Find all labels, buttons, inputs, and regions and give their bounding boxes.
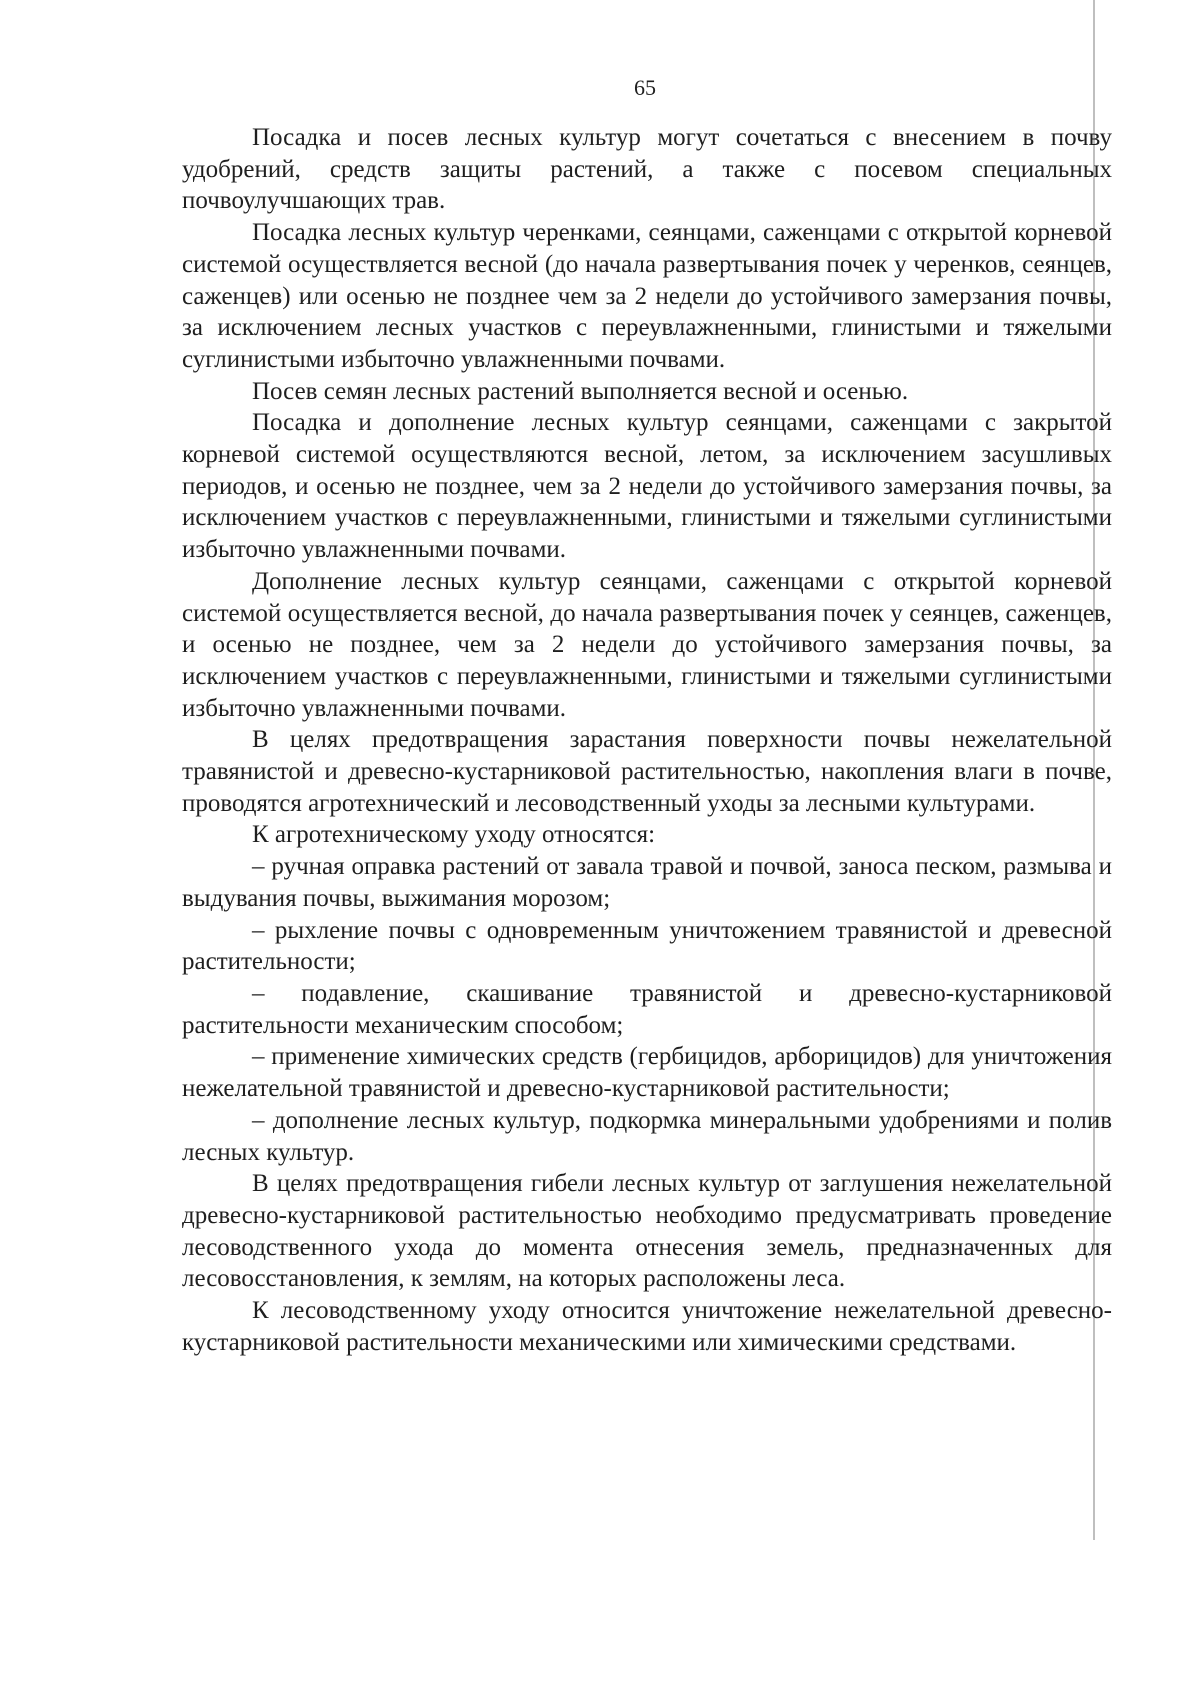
paragraph-silvicultural-care-definition: К лесоводственному уходу относится уничтожение нежелательной древесно-кустарниковой растительности механическими или химическими средствами. [182, 1297, 1112, 1356]
paragraph-seed-sowing: Посев семян лесных растений выполняется весной и осенью. [252, 377, 909, 405]
paragraph-open-root-planting: Посадка лесных культур черенками, сеянцами, саженцами с открытой корневой системой осуществляется весной (до начала развертывания почек у черенков, сеянцев, саженцев) или осенью не позднее чем за 2 недели до устойчивого замерзания почвы, за исключением лесных участков с переувлажненными, глинистыми и тяжелыми суглинистыми избыточно увлажненными почвами. [182, 219, 1112, 373]
document-body [182, 122, 1112, 1358]
list-item-manual-straightening: – ручная оправка растений от завала травой и почвой, заноса песком, размыва и выдувания почвы, выжимания морозом; [182, 853, 1112, 912]
list-item-chemical-treatment: – применение химических средств (гербицидов, арборицидов) для уничтожения нежелательной травянистой и древесно-кустарниковой растительности; [182, 1043, 1112, 1103]
page-number: 65 [634, 75, 656, 100]
paragraph-open-root-supplement: Дополнение лесных культур сеянцами, саженцами с открытой корневой системой осуществляется весной, до начала развертывания почек у сеянцев, саженцев, и осенью не позднее, чем за 2 недели до устойчивого замерзания почвы, за исключением участков с переувлажненными, глинистыми и тяжелыми суглинистыми избыточно увлажненными почвами. [182, 567, 1112, 722]
paragraph-silvicultural-care-period: В целях предотвращения гибели лесных культур от заглушения нежелательной древесно-кустарниковой растительностью необходимо предусматривать проведение лесоводственного ухода до момента отнесения земель, предназначенных для лесовосстановления, к землям, на которых расположены леса. [182, 1170, 1112, 1293]
list-item-fertilizing-watering: – дополнение лесных культур, подкормка минеральными удобрениями и полив лесных культур. [182, 1106, 1112, 1166]
list-item-mechanical-suppression: – подавление, скашивание травянистой и древесно-кустарниковой растительности механическим способом; [182, 979, 1112, 1039]
paragraph-closed-root-planting: Посадка и дополнение лесных культур сеянцами, саженцами с закрытой корневой системой осуществляются весной, летом, за исключением засушливых периодов, и осенью не позднее, чем за 2 недели до устойчивого замерзания почвы, за исключением участков с переувлажненными, глинистыми и тяжелыми суглинистыми избыточно увлажненными почвами. [182, 409, 1112, 564]
paragraph-overgrowth-prevention: В целях предотвращения зарастания поверхности почвы нежелательной травянистой и древесно-кустарниковой растительностью, накопления влаги в почве, проводятся агротехнический и лесоводственный уходы за лесными культурами. [182, 726, 1112, 817]
paragraph-planting-fertilizers: Посадка и посев лесных культур могут сочетаться с внесением в почву удобрений, средств защиты растений, а также с посевом специальных почвоулучшающих трав. [182, 124, 1112, 215]
paragraph-agrotechnical-care: К агротехническому уходу относятся: [252, 821, 656, 849]
list-item-soil-loosening: – рыхление почвы с одновременным уничтожением травянистой и древесной растительности; [182, 916, 1112, 976]
